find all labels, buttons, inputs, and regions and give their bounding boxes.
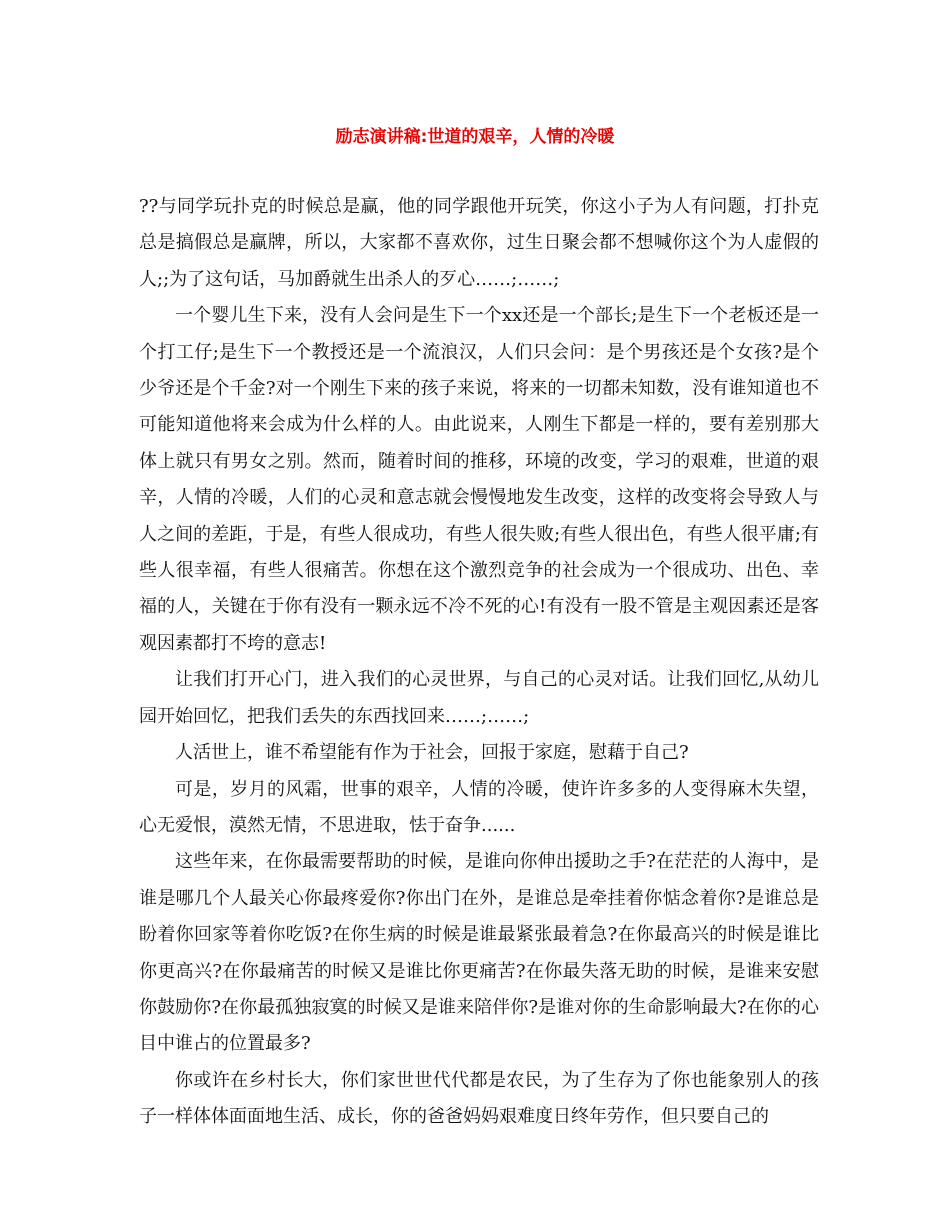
paragraph: 人活世上，谁不希望能有作为于社会，回报于家庭，慰藉于自己? [175, 742, 689, 764]
paragraph: 让我们打开心门，进入我们的心灵世界，与自己的心灵对话。让我们回忆,从幼儿园开始回忆，把我们丢失的东西找回来……;……; [139, 669, 819, 727]
document-body [139, 189, 819, 1136]
paragraph: ??与同学玩扑克的时候总是赢，他的同学跟他开玩笑，你这小子为人有问题，打扑克总是搞假总是赢牌，所以，大家都不喜欢你，过生日聚会都不想喊你这个为人虚假的人;;为了这句话，马加爵就生出杀人的歹心……;……; [139, 196, 819, 290]
paragraph: 一个婴儿生下来，没有人会问是生下一个xx还是一个部长;是生下一个老板还是一个打工仔;是生下一个教授还是一个流浪汉，人们只会问：是个男孩还是个女孩?是个少爷还是个千金?对一个刚生下来的孩子来说，将来的一切都未知数，没有谁知道也不可能知道他将来会成为什么样的人。由此说来，人刚生下都是一样的，要有差别那大体上就只有男女之别。然而，随着时间的推移，环境的改变，学习的艰难，世道的艰辛，人情的冷暖，人们的心灵和意志就会慢慢地发生改变，这样的改变将会导致人与人之间的差距，于是，有些人很成功，有些人很失败;有些人很出色，有些人很平庸;有些人很幸福，有些人很痛苦。你想在这个激烈竞争的社会成为一个很成功、出色、幸福的人，关键在于你有没有一颗永远不冷不死的心!有没有一股不管是主观因素还是客观因素都打不垮的意志! [139, 305, 819, 654]
document-title: 励志演讲稿:世道的艰辛，人情的冷暖 [335, 127, 615, 147]
paragraph: 这些年来，在你最需要帮助的时候，是谁向你伸出援助之手?在茫茫的人海中，是谁是哪几个人最关心你最疼爱你?你出门在外，是谁总是牵挂着你惦念着你?是谁总是盼着你回家等着你吃饭?在你生病的时候是谁最紧张最着急?在你最高兴的时候是谁比你更高兴?在你最痛苦的时候又是谁比你更痛苦?在你最失落无助的时候，是谁来安慰你鼓励你?在你最孤独寂寞的时候又是谁来陪伴你?是谁对你的生命影响最大?在你的心目中谁占的位置最多? [139, 851, 819, 1055]
paragraph: 你或许在乡村长大，你们家世世代代都是农民，为了生存为了你也能象别人的孩子一样体体面面地生活、成长，你的爸爸妈妈艰难度日终年劳作，但只要自己的 [139, 1069, 819, 1128]
paragraph: 可是，岁月的风霜，世事的艰辛，人情的冷暖，使许许多多的人变得麻木失望，心无爱恨，漠然无情，不思进取，怯于奋争...... [139, 778, 819, 836]
